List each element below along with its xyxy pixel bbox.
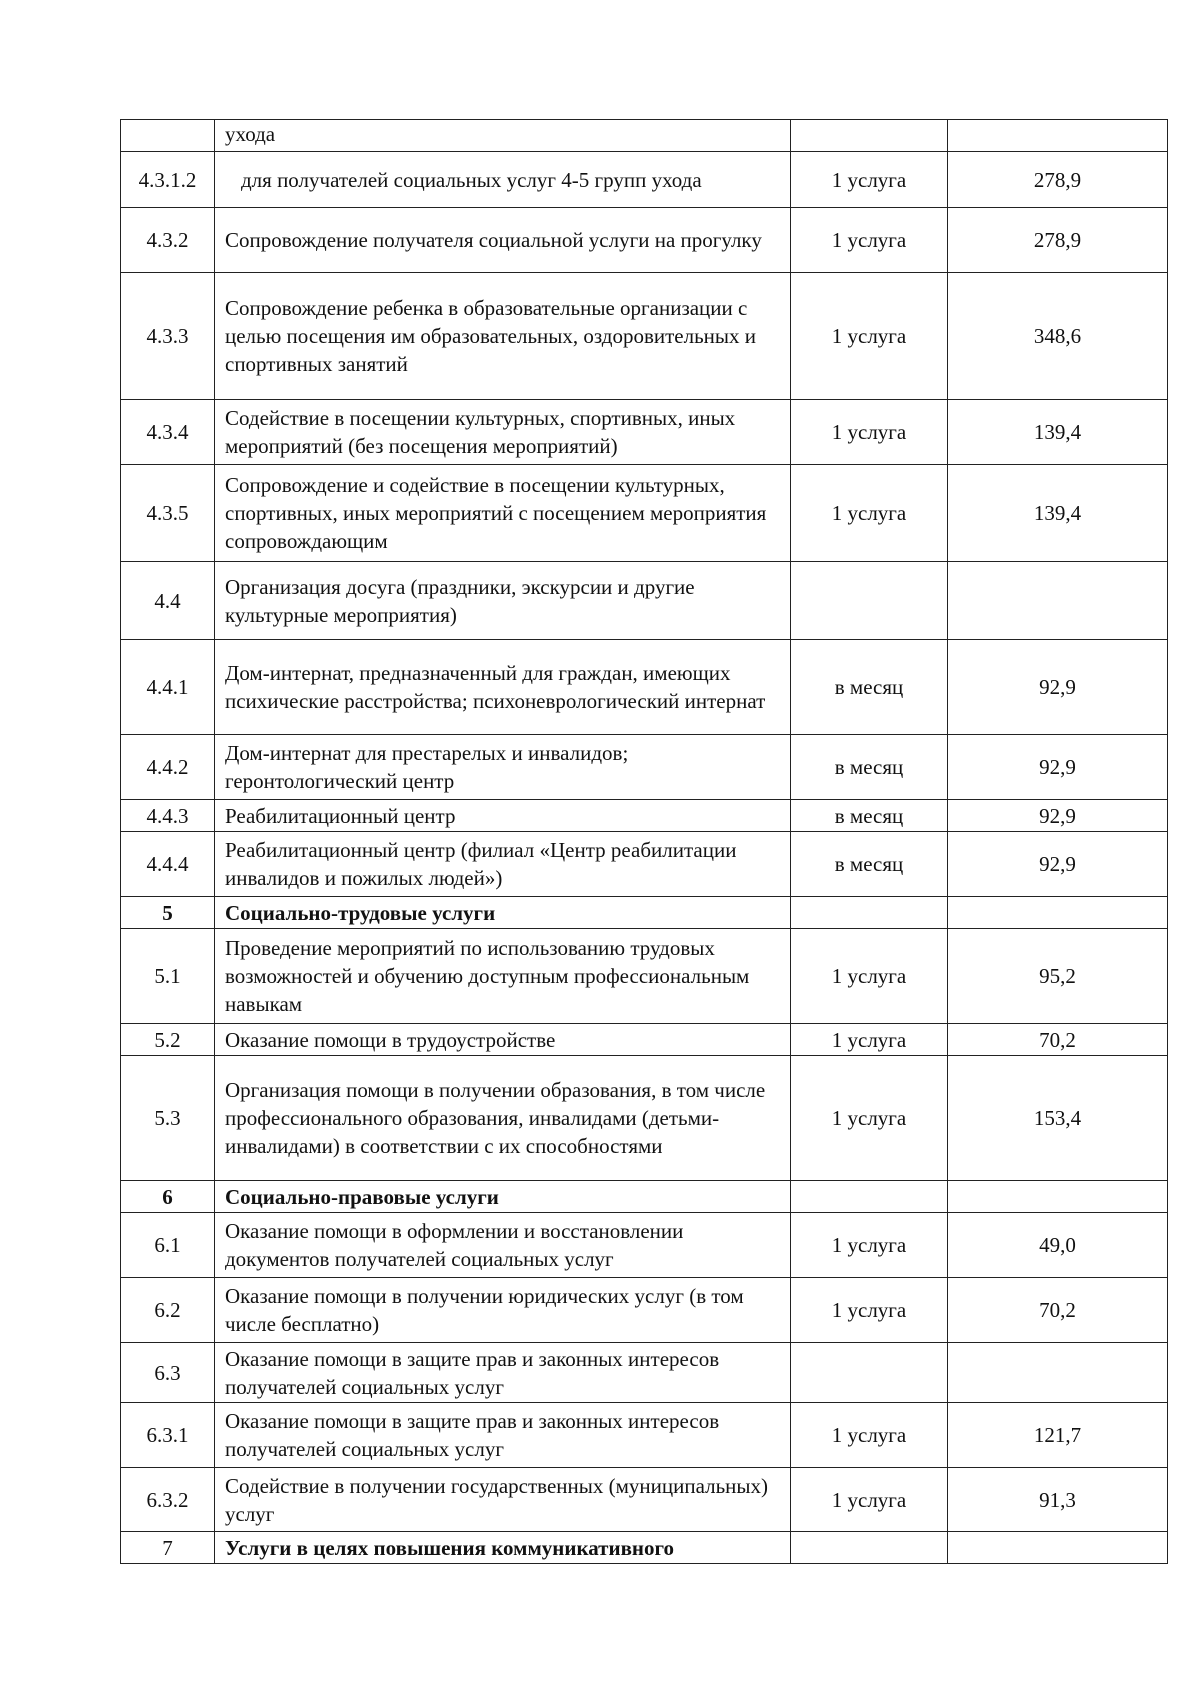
unit-of-measure: 1 услуга	[791, 208, 948, 273]
unit-of-measure	[791, 120, 948, 152]
service-name: Проведение мероприятий по использованию трудовых возможностей и обучению доступным профессиональным навыкам	[215, 929, 791, 1024]
section-title: Услуги в целях повышения коммуникативного	[215, 1532, 791, 1564]
table-row	[121, 1024, 1168, 1056]
section-number: 7	[121, 1532, 215, 1564]
tariff-price: 92,9	[948, 735, 1168, 800]
tariff-price	[948, 1181, 1168, 1213]
row-number: 4.3.1.2	[121, 152, 215, 208]
row-number: 5.2	[121, 1024, 215, 1056]
service-name: Дом-интернат для престарелых и инвалидов; геронтологический центр	[215, 735, 791, 800]
row-number: 4.3.3	[121, 273, 215, 400]
tariff-price: 92,9	[948, 640, 1168, 735]
table-row	[121, 465, 1168, 562]
table-row	[121, 1213, 1168, 1278]
row-number: 4.4	[121, 562, 215, 640]
table-row	[121, 1403, 1168, 1468]
unit-of-measure: 1 услуга	[791, 929, 948, 1024]
tariff-price: 95,2	[948, 929, 1168, 1024]
unit-of-measure	[791, 562, 948, 640]
row-number: 5.3	[121, 1056, 215, 1181]
section-title: Социально-правовые услуги	[215, 1181, 791, 1213]
row-number: 4.4.4	[121, 832, 215, 897]
tariff-price: 92,9	[948, 800, 1168, 832]
unit-of-measure: 1 услуга	[791, 1213, 948, 1278]
section-number: 6	[121, 1181, 215, 1213]
unit-of-measure	[791, 1343, 948, 1403]
table-row	[121, 562, 1168, 640]
section-header-row	[121, 897, 1168, 929]
row-number: 5.1	[121, 929, 215, 1024]
tariff-price: 91,3	[948, 1468, 1168, 1532]
service-name: Сопровождение получателя социальной услуги на прогулку	[215, 208, 791, 273]
table-row	[121, 800, 1168, 832]
unit-of-measure: 1 услуга	[791, 1403, 948, 1468]
service-name: Реабилитационный центр	[215, 800, 791, 832]
tariff-price: 348,6	[948, 273, 1168, 400]
unit-of-measure: 1 услуга	[791, 273, 948, 400]
service-name: Сопровождение ребенка в образовательные организации с целью посещения им образовательных, оздоровительных и спортивных занятий	[215, 273, 791, 400]
unit-of-measure: 1 услуга	[791, 1468, 948, 1532]
tariff-price: 49,0	[948, 1213, 1168, 1278]
service-name: Реабилитационный центр (филиал «Центр реабилитации инвалидов и пожилых людей»)	[215, 832, 791, 897]
table-row	[121, 120, 1168, 152]
service-name: Содействие в получении государственных (муниципальных) услуг	[215, 1468, 791, 1532]
row-number: 4.4.2	[121, 735, 215, 800]
service-name: Организация досуга (праздники, экскурсии и другие культурные мероприятия)	[215, 562, 791, 640]
tariff-price	[948, 562, 1168, 640]
table-row	[121, 1343, 1168, 1403]
row-number: 4.4.1	[121, 640, 215, 735]
table-row	[121, 640, 1168, 735]
tariff-price	[948, 120, 1168, 152]
tariff-price: 139,4	[948, 465, 1168, 562]
unit-of-measure: 1 услуга	[791, 400, 948, 465]
service-name: Содействие в посещении культурных, спортивных, иных мероприятий (без посещения мероприятий)	[215, 400, 791, 465]
table-row	[121, 929, 1168, 1024]
service-name: Оказание помощи в получении юридических услуг (в том числе бесплатно)	[215, 1278, 791, 1343]
tariff-price: 278,9	[948, 152, 1168, 208]
table-row	[121, 152, 1168, 208]
table-row	[121, 832, 1168, 897]
unit-of-measure: в месяц	[791, 832, 948, 897]
service-name: ухода	[215, 120, 791, 152]
row-number: 6.3	[121, 1343, 215, 1403]
row-number: 4.3.5	[121, 465, 215, 562]
service-name: Дом-интернат, предназначенный для граждан, имеющих психические расстройства; психоневрологический интернат	[215, 640, 791, 735]
row-number: 6.2	[121, 1278, 215, 1343]
row-number: 4.3.2	[121, 208, 215, 273]
unit-of-measure: 1 услуга	[791, 1056, 948, 1181]
unit-of-measure	[791, 1532, 948, 1564]
service-name: Организация помощи в получении образования, в том числе профессионального образования, инвалидами (детьми-инвалидами) в соответствии с их способностями	[215, 1056, 791, 1181]
tariff-price: 153,4	[948, 1056, 1168, 1181]
tariff-price	[948, 1532, 1168, 1564]
row-number: 4.3.4	[121, 400, 215, 465]
section-header-row	[121, 1532, 1168, 1564]
row-number: 6.1	[121, 1213, 215, 1278]
unit-of-measure	[791, 897, 948, 929]
section-number: 5	[121, 897, 215, 929]
table-row	[121, 1056, 1168, 1181]
tariff-price: 70,2	[948, 1278, 1168, 1343]
row-number	[121, 120, 215, 152]
service-name: Оказание помощи в защите прав и законных интересов получателей социальных услуг	[215, 1343, 791, 1403]
tariff-price: 92,9	[948, 832, 1168, 897]
tariff-price: 139,4	[948, 400, 1168, 465]
table-row	[121, 400, 1168, 465]
unit-of-measure: в месяц	[791, 640, 948, 735]
unit-of-measure: 1 услуга	[791, 1278, 948, 1343]
table-row	[121, 273, 1168, 400]
tariff-price	[948, 1343, 1168, 1403]
table-row	[121, 1468, 1168, 1532]
section-header-row	[121, 1181, 1168, 1213]
service-name: Оказание помощи в оформлении и восстановлении документов получателей социальных услуг	[215, 1213, 791, 1278]
row-number: 6.3.1	[121, 1403, 215, 1468]
tariff-price: 121,7	[948, 1403, 1168, 1468]
unit-of-measure: 1 услуга	[791, 1024, 948, 1056]
service-name: Сопровождение и содействие в посещении культурных, спортивных, иных мероприятий с посещением мероприятия сопровождающим	[215, 465, 791, 562]
unit-of-measure	[791, 1181, 948, 1213]
unit-of-measure: в месяц	[791, 800, 948, 832]
service-name: Оказание помощи в защите прав и законных интересов получателей социальных услуг	[215, 1403, 791, 1468]
service-name: для получателей социальных услуг 4-5 групп ухода	[215, 152, 791, 208]
table-row	[121, 208, 1168, 273]
tariff-price	[948, 897, 1168, 929]
row-number: 4.4.3	[121, 800, 215, 832]
unit-of-measure: 1 услуга	[791, 152, 948, 208]
tariff-table	[120, 119, 1168, 1564]
tariff-table-body	[121, 120, 1168, 1564]
service-name: Оказание помощи в трудоустройстве	[215, 1024, 791, 1056]
row-number: 6.3.2	[121, 1468, 215, 1532]
table-row	[121, 735, 1168, 800]
tariff-price: 278,9	[948, 208, 1168, 273]
unit-of-measure: в месяц	[791, 735, 948, 800]
section-title: Социально-трудовые услуги	[215, 897, 791, 929]
table-row	[121, 1278, 1168, 1343]
unit-of-measure: 1 услуга	[791, 465, 948, 562]
tariff-price: 70,2	[948, 1024, 1168, 1056]
